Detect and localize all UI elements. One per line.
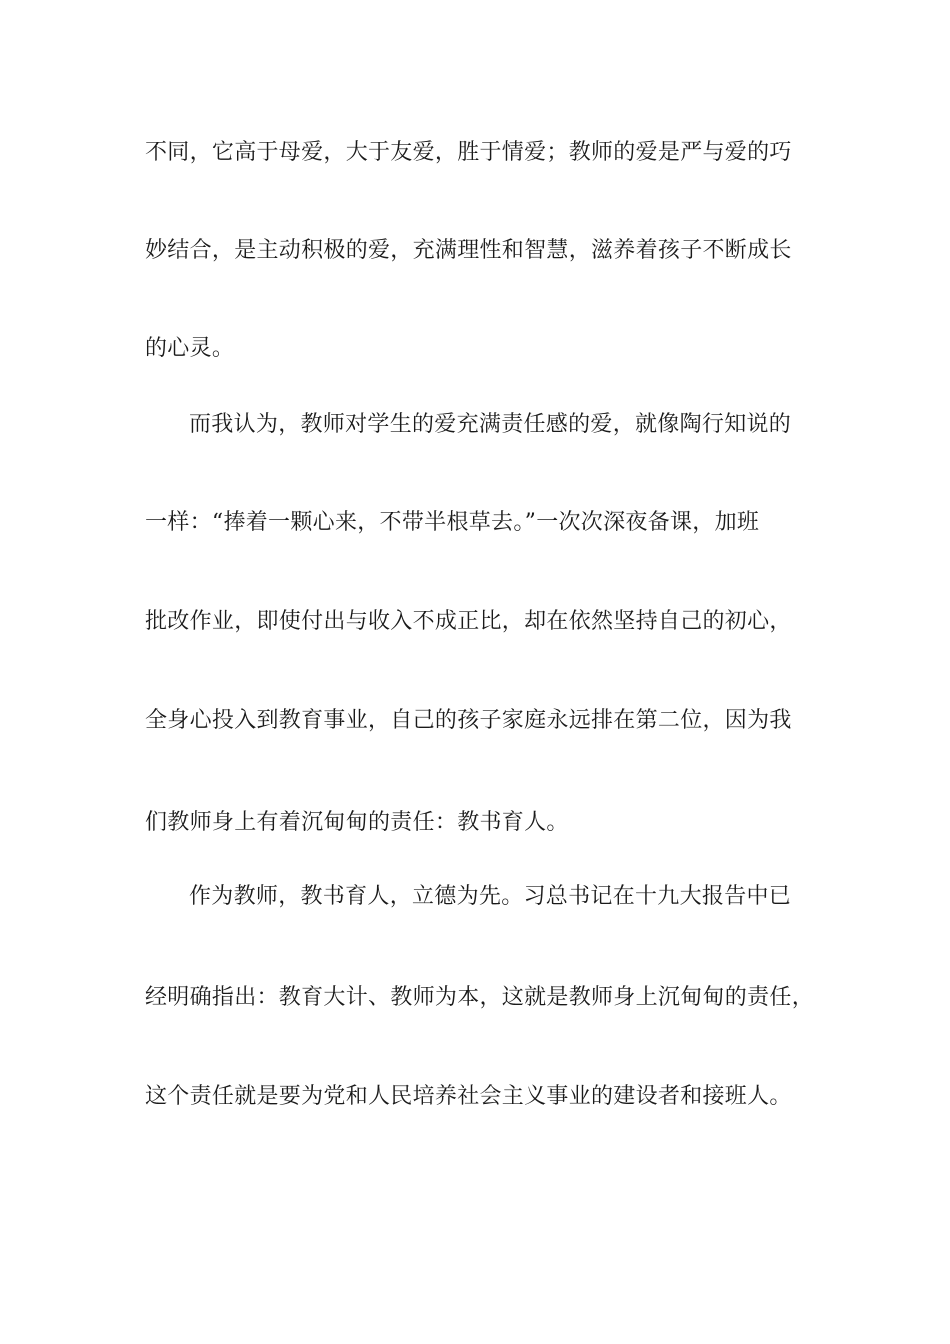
text-line: 这个责任就是要为党和人民培养社会主义事业的建设者和接班人。 <box>145 1084 792 1109</box>
text-line-indented: 作为教师，教书育人，立德为先。习总书记在十九大报告中已 <box>189 884 792 909</box>
text-line: 一样：“捧着一颗心来，不带半根草去。”一次次深夜备课，加班 <box>145 510 760 535</box>
text-line: 们教师身上有着沉甸甸的责任：教书育人。 <box>145 810 569 835</box>
text-line: 经明确指出：教育大计、教师为本，这就是教师身上沉甸甸的责任， <box>145 985 815 1010</box>
text-line-indented: 而我认为，教师对学生的爱充满责任感的爱，就像陶行知说的 <box>189 412 792 437</box>
text-line: 的心灵。 <box>145 336 235 361</box>
text-line: 妙结合，是主动积极的爱，充满理性和智慧，滋养着孩子不断成长 <box>145 238 792 263</box>
text-line: 批改作业，即使付出与收入不成正比，却在依然坚持自己的初心， <box>145 609 792 634</box>
text-line: 全身心投入到教育事业，自己的孩子家庭永远排在第二位，因为我 <box>145 708 792 733</box>
text-line: 不同，它高于母爱，大于友爱，胜于情爱；教师的爱是严与爱的巧 <box>145 140 792 165</box>
